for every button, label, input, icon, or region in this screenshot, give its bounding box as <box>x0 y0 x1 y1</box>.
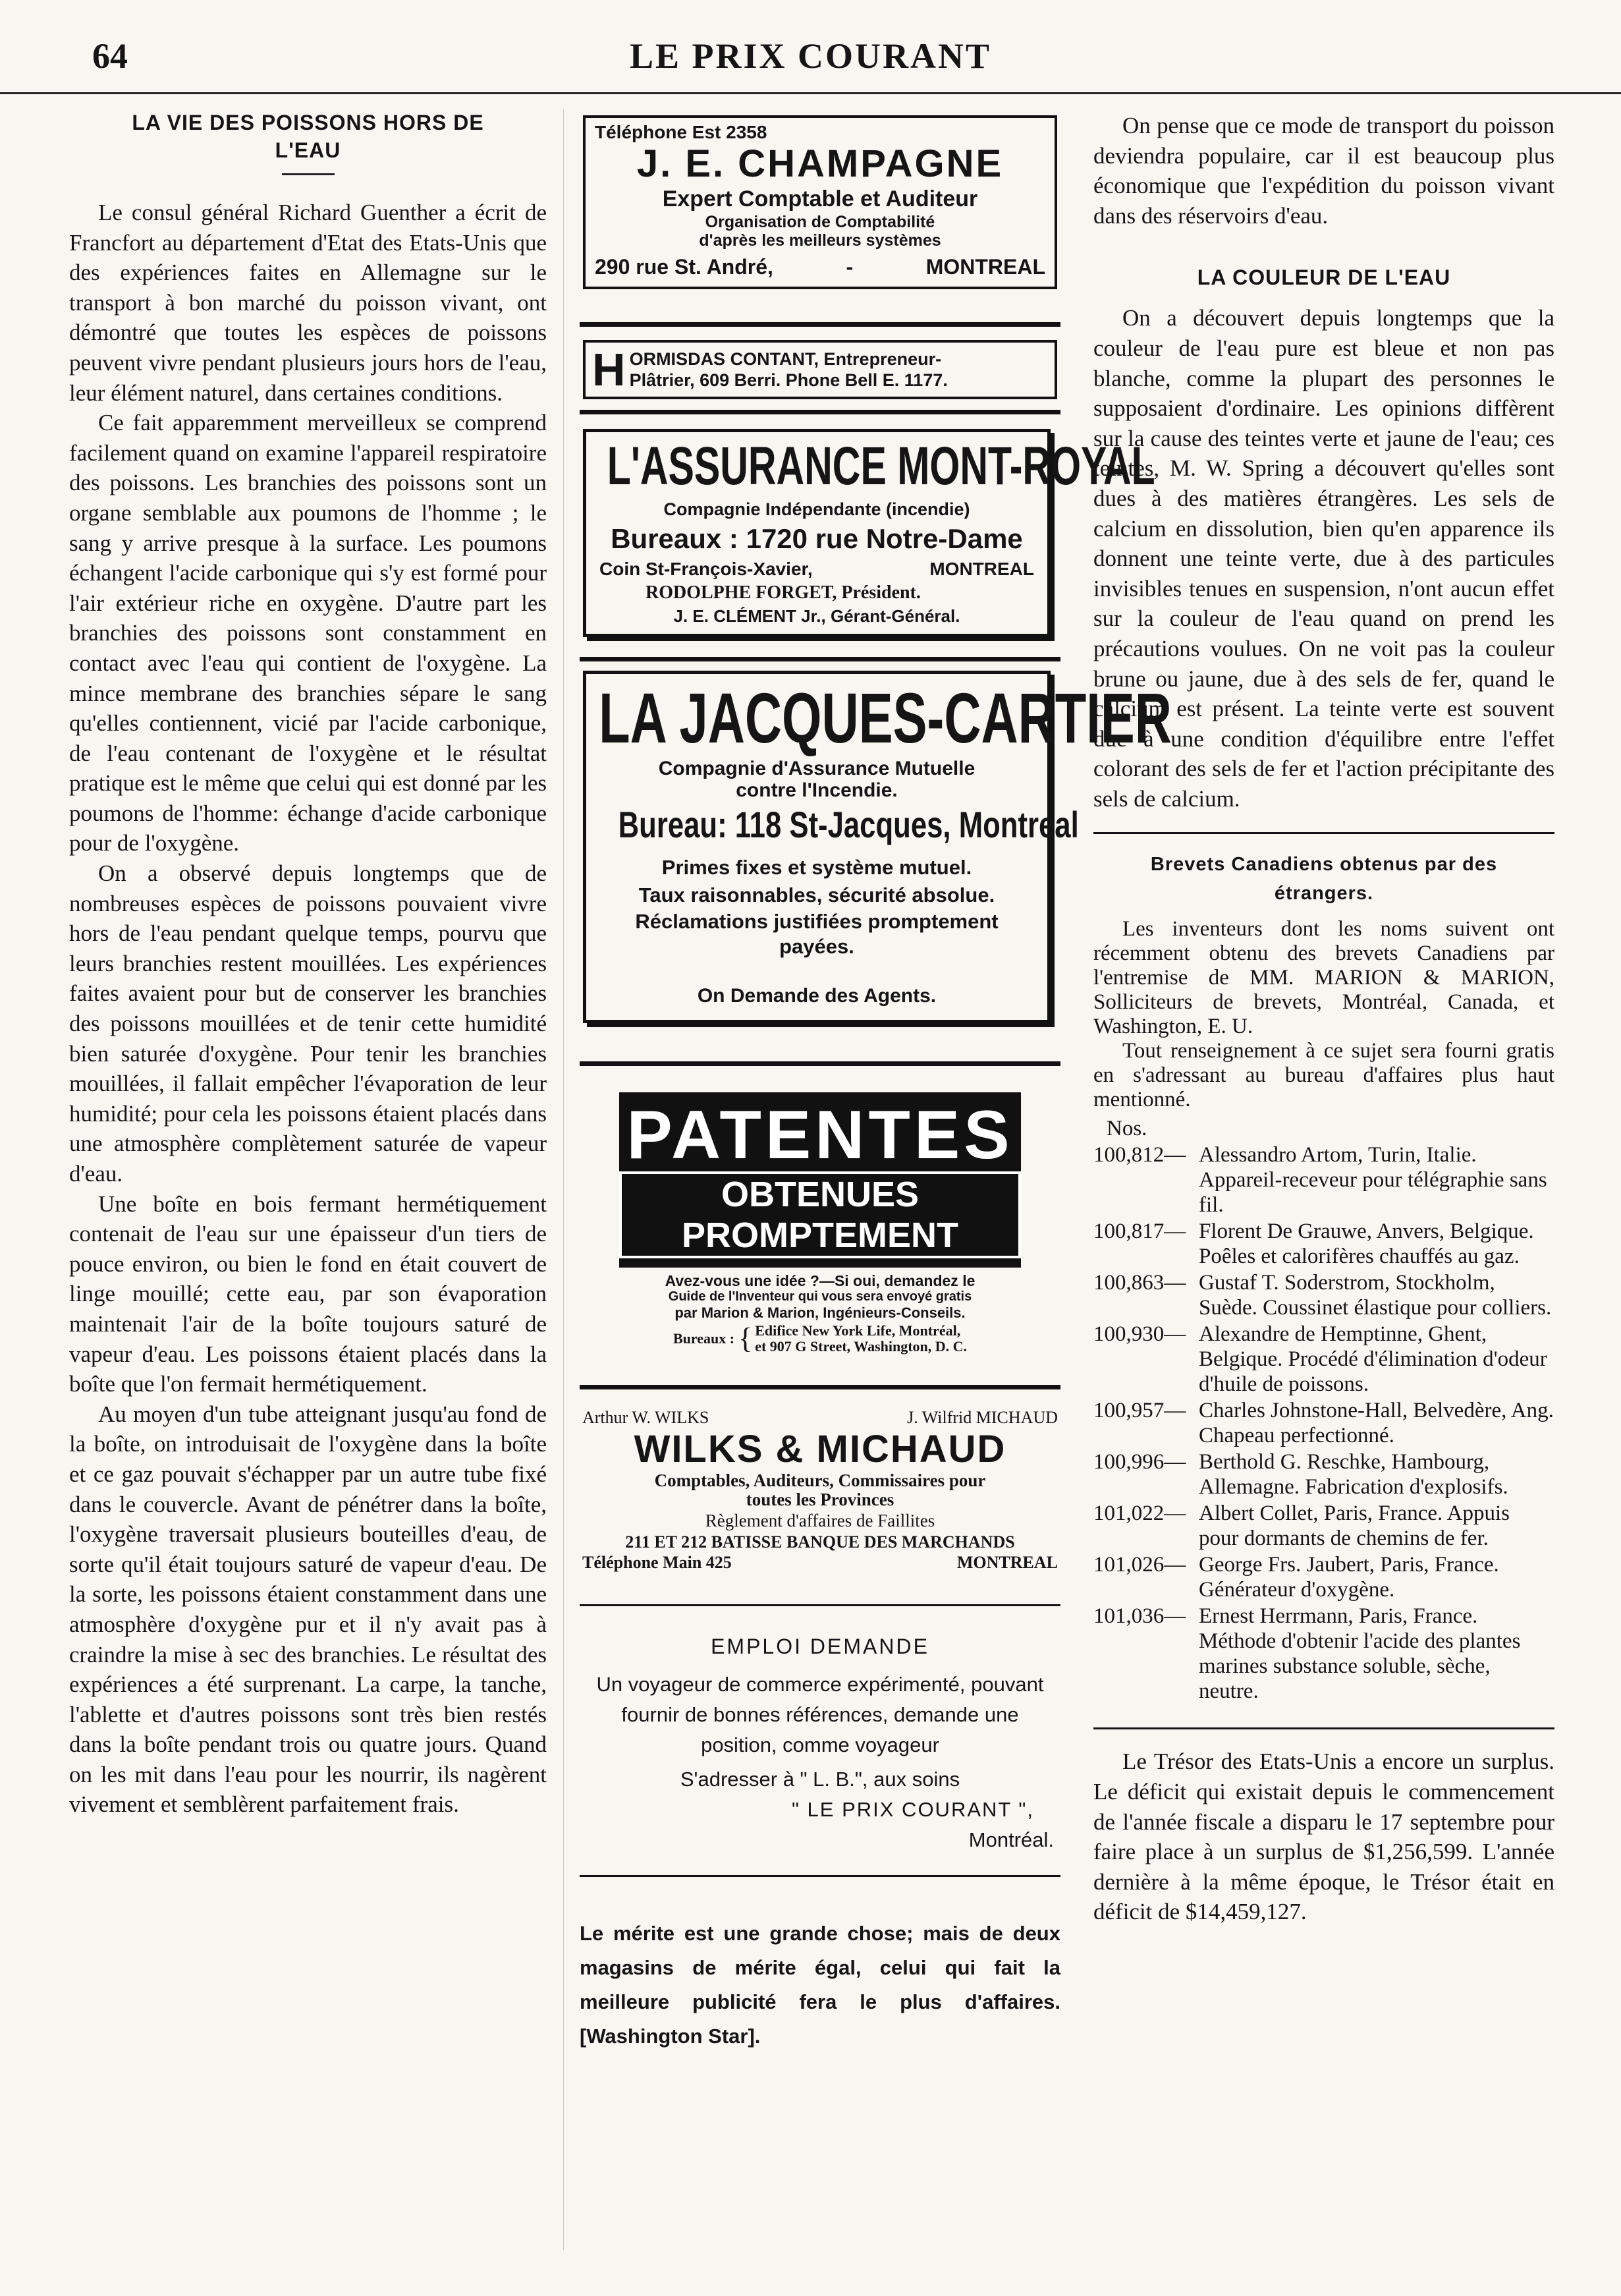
ad-address: et 907 G Street, Washington, D. C. <box>755 1338 968 1355</box>
article-title: LA VIE DES POISSONS HORS DE L'EAU <box>132 111 484 162</box>
brevet-text: Ernest Herrmann, Paris, France. Méthode d'obtenir l'acide des plantes marines substance soluble, sèche, neutre. <box>1199 1604 1521 1704</box>
ad-patentes-bureaux <box>580 1323 1060 1355</box>
ad-president: RODOLPHE FORGET, Président. <box>646 582 921 603</box>
ad-contant <box>583 340 1057 399</box>
ad-mont-royal <box>583 429 1155 637</box>
brevet-item <box>1093 1501 1554 1551</box>
brevet-number: 100,812— <box>1093 1143 1186 1167</box>
tresor-body <box>1093 1747 1554 1927</box>
article-paragraph: Ce fait apparemment merveilleux se comprend facilement quand on examine l'appareil respiratoire des poissons. Les branchies des poissons sont un organe semblable aux poumons de l'homme ; le sang y arrive presque à la surface. Les poumons échangent l'acide carbonique qui s'y est formé pour l'air extérieur riche en oxygène. D'autre part les branchies des poissons sont constamment en contact avec l'eau qui contient de l'oxygène. La mince membrane des branchies sépare le sang qu'elles contiennent, vicié par l'acide carbonique, de l'eau contenant de l'oxygène et le résultat pratique est le même que celui qui est donné par les poumons de l'homme: échange d'acide carbonique pour de l'oxygène. <box>69 410 547 856</box>
ad-patentes-big: PATENTES <box>626 1097 1014 1173</box>
brevet-item <box>1093 1398 1554 1448</box>
ad-name: J. E. CHAMPAGNE <box>636 142 1004 185</box>
article-paragraph: Le Trésor des Etats-Unis a encore un surplus. Le déficit qui existait depuis le commencement de l'année fiscale a disparu le 17 septembre pour faire place à un surplus de $1,256,599. L'année dernière à la même époque, le Trésor était en déficit de $14,459,127. <box>1093 1749 1554 1925</box>
nos-label: Nos. <box>1107 1117 1147 1141</box>
brevet-item <box>1093 1270 1554 1320</box>
ad-bureaux: Bureaux : 1720 rue Notre-Dame <box>611 523 1023 554</box>
brevet-text: Florent De Grauwe, Anvers, Belgique. Poêles et calorifères chauffés au gaz. <box>1199 1219 1534 1269</box>
article-paragraph: Au moyen d'un tube atteignant jusqu'au fond de la boîte, on introduisait de l'oxygène dans la boîte et ce gaz pouvait s'échapper par un autre tube fixé dans le couvercle. Avant de pénétrer dans la boîte, l'oxygène traversait plusieurs bouteilles d'eau, de sorte qu'il était toujours saturé de vapeur d'eau. De la sorte, les poissons étaient constamment dans une atmosphère d'oxygène pur et il n'y avait pas à craindre la mise à sec des branchies. Le résultat des expériences a été surprenant. La carpe, la tanche, l'ablette et d'autres poissons sont très bien restés dans la boîte pendant trois ou quatre jours. Quand on les mit dans l'eau pour les nourrir, ils nagèrent vivement et semblèrent parfaitement frais. <box>69 1401 547 1818</box>
ad-partner: J. Wilfrid MICHAUD <box>907 1408 1058 1427</box>
ad-address-city: MONTREAL <box>925 255 1045 279</box>
ad-patentes <box>580 1092 1060 1355</box>
article-paragraph: On pense que ce mode de transport du poisson deviendra populaire, car il est beaucoup plus économique que l'expédition du poisson vivant dans des réservoirs d'eau. <box>1093 113 1554 229</box>
intro-text <box>1093 111 1554 231</box>
brevet-number: 100,996— <box>1093 1450 1186 1474</box>
ad-name: WILKS & MICHAUD <box>634 1428 1006 1470</box>
merite-quote: Le mérite est une grande chose; mais de deux magasins de mérite égal, celui qui fait la meilleure publicité fera le plus d'affaires. [Washington Star]. <box>580 1922 1060 2048</box>
brevet-list <box>1093 1142 1554 1704</box>
ad-contant-text <box>630 349 948 391</box>
ad-line: Règlement d'affaires de Faillites <box>705 1511 935 1530</box>
ad-coin-street: Coin St-François-Xavier, <box>599 559 813 579</box>
brevet-item <box>1093 1322 1554 1397</box>
brevet-item <box>1093 1142 1554 1218</box>
ad-separator <box>580 1385 1060 1389</box>
ad-patentes-sub: OBTENUES PROMPTEMENT <box>619 1171 1021 1258</box>
page-header <box>0 26 1621 86</box>
article-body <box>69 198 547 1820</box>
ad-separator <box>580 322 1060 327</box>
ad-line: Primes fixes et système mutuel. <box>661 856 972 879</box>
ad-bureau-wrap <box>593 802 1079 849</box>
ad-name-wrap <box>593 678 1172 758</box>
ad-name: L'ASSURANCE MONT-ROYAL <box>607 436 1155 496</box>
ad-line: Guide de l'Inventeur qui vous sera envoyé gratis <box>668 1289 972 1304</box>
ad-name: LA JACQUES-CARTIER <box>599 678 1172 758</box>
ad-partners <box>580 1408 1060 1428</box>
ad-line: ORMISDAS CONTANT, Entrepreneur- <box>629 349 942 369</box>
ad-partner: Arthur W. WILKS <box>582 1408 709 1427</box>
emploi-city: Montréal. <box>968 1828 1054 1851</box>
ad-address: Edifice New York Life, Montréal, <box>755 1322 961 1339</box>
ad-city: MONTREAL <box>956 1553 1058 1572</box>
ad-separator <box>580 1604 1060 1606</box>
brevet-text: Alexandre de Hemptinne, Ghent, Belgique. Procédé d'élimination d'odeur d'huile de poissons. <box>1199 1322 1547 1397</box>
brevet-text: Berthold G. Reschke, Hambourg, Allemagne. Fabrication d'explosifs. <box>1199 1450 1508 1499</box>
ad-line: Avez-vous une idée ?—Si oui, demandez le <box>665 1272 975 1289</box>
ad-name-wrap <box>593 435 1155 498</box>
ad-line: Organisation de Comptabilité <box>705 213 935 231</box>
brevet-text: George Frs. Jaubert, Paris, France. Générateur d'oxygène. <box>1199 1553 1499 1602</box>
publication-title: LE PRIX COURANT <box>629 36 992 76</box>
ad-line: payées. <box>779 935 854 958</box>
article-paragraph: Une boîte en bois fermant hermétiquement contenait de l'eau sur une épaisseur d'un tiers de pouce environ, ou bien le fond en était couvert de linge mouillé; cette eau, par son évaporation maintenait l'air de la boîte toujours saturé de vapeur d'eau. Les poissons étaient placés dans la boîte que l'on fermait hermétiquement. <box>69 1190 547 1397</box>
article-paragraph: On a observé depuis longtemps que de nombreuses espèces de poissons pouvaient vivre hors de l'eau pendant quelque temps, pourvu que leurs branchies restent mouillées. Les expériences faites avaient pour but de conserver les branchies des poissons mouillées et de tenir cette humidité bien saturée d'oxygène. Pour tenir les branchies mouillées, il fallait empêcher l'évaporation de leur humidité; pour cela les poissons étaient placés dans une atmosphère complètement saturée de vapeur d'eau. <box>69 860 547 1187</box>
ad-bureaux-addresses <box>755 1323 967 1355</box>
ad-role: Expert Comptable et Auditeur <box>662 186 978 211</box>
brevet-number: 101,026— <box>1093 1553 1186 1577</box>
column-rule <box>563 109 564 2250</box>
article-column <box>69 109 547 1820</box>
brevets-intro <box>1093 917 1554 1112</box>
brevet-text: Gustaf T. Soderstrom, Stockholm, Suède. Coussinet élastique pour colliers. <box>1199 1271 1552 1320</box>
article-paragraph: Le consul général Richard Guenther a écrit de Francfort au département d'Etat des Etats-Unis que des expériences faites en Allemagne sur le transport à bon marché du poisson vivant, ont démontré que toutes les espèces de poissons peuvent vivre pendant plusieurs jours hors de l'eau, leur élément naturel, dans certaines conditions. <box>69 200 547 406</box>
article-paragraph: Tout renseignement à ce sujet sera fourni gratis en s'adressant au bureau d'affaires plus haut mentionné. <box>1093 1039 1554 1112</box>
brevets-title: Brevets Canadiens obtenus par des étrangers. <box>1150 854 1498 905</box>
ad-phone: Téléphone Main 425 <box>582 1553 732 1572</box>
ad-initial: H <box>592 344 626 395</box>
couleur-body <box>1093 303 1554 814</box>
ad-separator <box>580 1875 1060 1877</box>
brevet-item <box>1093 1219 1554 1269</box>
ad-line: Réclamations justifiées promptement <box>635 910 999 933</box>
brevet-number: 100,817— <box>1093 1219 1186 1244</box>
emploi-address: S'adresser à " L. B.", aux soins <box>680 1768 960 1791</box>
page-number: 64 <box>92 36 128 76</box>
ad-phone: Téléphone Est 2358 <box>595 122 767 142</box>
article-paragraph: On a découvert depuis longtemps que la couleur de l'eau pure est bleue et non pas blanche, comme la plupart des personnes le supposaient d'ordinaire. Les opinions diffèrent sur la cause des teintes verte et jaune de l'eau; ces teintes, M. W. Spring a découvert qu'elles sont dues à des matières étrangères. Les sels de calcium en dissolution, bien qu'en apparence ils donnent une teinte verte, due à des particules invisibles tenues en suspension, n'ont aucun effet sur la couleur de l'eau quand on prend les précautions voulues. On ne voit pas la couleur brune ou jaune, due à des sels de fer, quand le calcium est présent. La teinte verte est souvent due à une condition d'équilibre entre l'effet colorant des sels de fer et l'action précipitante des sels de calcium. <box>1093 305 1554 812</box>
title-divider <box>282 173 335 175</box>
brevet-item <box>1093 1449 1554 1499</box>
ad-address-street: 290 rue St. André, <box>595 255 773 279</box>
ad-gerant: J. E. CLÉMENT Jr., Gérant-Général. <box>673 606 960 626</box>
section-separator <box>1093 1727 1554 1729</box>
ad-separator <box>580 1061 1060 1066</box>
brevet-text: Alessandro Artom, Turin, Italie. Appareil-receveur pour télégraphie sans fil. <box>1199 1143 1547 1218</box>
ad-patentes-banner <box>619 1092 1021 1268</box>
brevet-text: Albert Collet, Paris, France. Appuis pour dormants de chemins de fer. <box>1199 1501 1510 1551</box>
ad-coin <box>593 557 1041 581</box>
brevet-number: 101,022— <box>1093 1501 1186 1526</box>
emploi-paper: " LE PRIX COURANT ", <box>791 1798 1034 1821</box>
ad-champagne <box>583 115 1057 289</box>
ad-line: Taux raisonnables, sécurité absolue. <box>638 883 995 907</box>
emploi-text: Un voyageur de commerce expérimenté, pouvant fournir de bonnes références, demande une position, comme voyageur <box>596 1673 1044 1756</box>
ad-jacques-cartier <box>583 671 1172 1023</box>
brevet-text: Charles Johnstone-Hall, Belvedère, Ang. Chapeau perfectionné. <box>1199 1399 1554 1448</box>
ad-line: Plâtrier, 609 Berri. Phone Bell E. 1177. <box>629 370 948 390</box>
ad-sub: contre l'Incendie. <box>736 779 898 801</box>
ad-separator <box>580 410 1060 414</box>
ad-line: par Marion & Marion, Ingénieurs-Conseils. <box>674 1304 966 1321</box>
ad-wilks <box>580 1408 1060 1573</box>
ad-agents: On Demande des Agents. <box>697 985 937 1007</box>
emploi-title: EMPLOI DEMANDE <box>711 1635 929 1658</box>
ad-line: toutes les Provinces <box>746 1490 894 1509</box>
ad-coin-city: MONTREAL <box>929 559 1034 579</box>
ad-bureaux-label: Bureaux : <box>673 1330 735 1347</box>
brevet-number: 100,863— <box>1093 1271 1186 1295</box>
brevet-number: 101,036— <box>1093 1604 1186 1629</box>
brevet-number: 100,930— <box>1093 1322 1186 1347</box>
emploi-box <box>580 1633 1060 1855</box>
ad-address-sep: - <box>846 255 854 279</box>
ad-sub: Compagnie Indépendante (incendie) <box>663 499 970 519</box>
ad-phone-row <box>580 1553 1060 1573</box>
ad-bureau: Bureau: 118 St-Jacques, Montreal <box>618 804 1079 845</box>
ad-line: Comptables, Auditeurs, Commissaires pour <box>654 1470 986 1490</box>
ad-line: d'après les meilleurs systèmes <box>699 231 941 250</box>
section-separator <box>1093 832 1554 834</box>
couleur-title: LA COULEUR DE L'EAU <box>1197 266 1451 290</box>
ad-address <box>595 252 1045 281</box>
ad-sub: Compagnie d'Assurance Mutuelle <box>658 758 975 779</box>
article-paragraph: Les inventeurs dont les noms suivent ont récemment obtenu des brevets Canadiens par l'entremise de MM. MARION & MARION, Solliciteurs de brevets, Montréal, Canada, et Washington, E. U. <box>1093 917 1554 1039</box>
brevet-item <box>1093 1552 1554 1602</box>
ad-separator <box>580 657 1060 661</box>
brace-icon: { <box>738 1322 753 1355</box>
header-rule <box>0 92 1621 94</box>
brevet-item <box>1093 1604 1554 1704</box>
brevet-number: 100,957— <box>1093 1399 1186 1423</box>
right-column <box>1093 111 1554 1927</box>
ad-line: 211 ET 212 BATISSE BANQUE DES MARCHANDS <box>625 1532 1015 1552</box>
